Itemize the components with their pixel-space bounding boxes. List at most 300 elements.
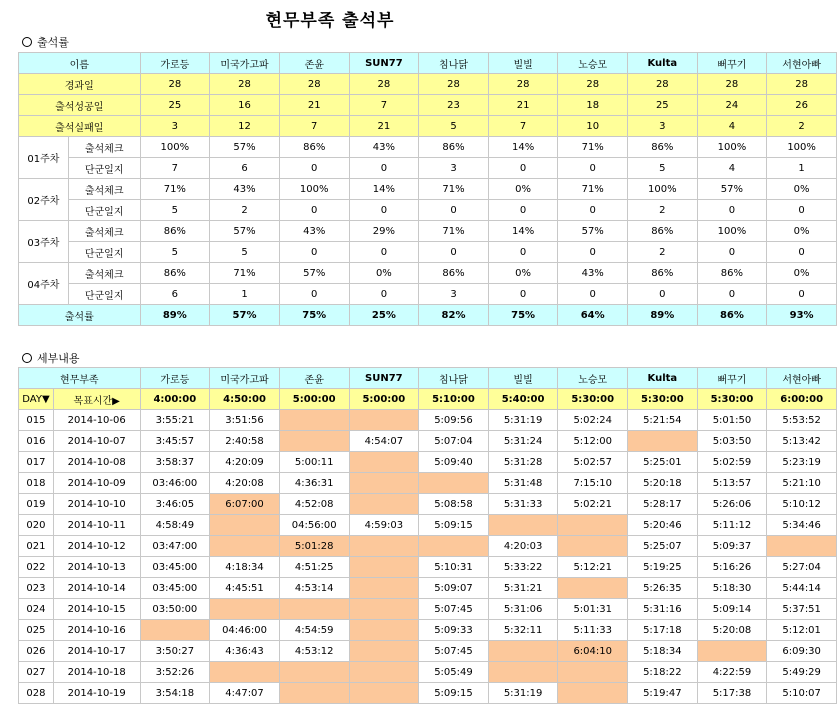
time-cell: 5:10:12: [767, 494, 837, 515]
time-cell: 5:53:52: [767, 410, 837, 431]
time-cell: 03:47:00: [140, 536, 210, 557]
time-cell: 4:54:59: [279, 620, 349, 641]
day-row: [19, 641, 837, 662]
check-value: 71%: [419, 179, 489, 200]
diary-value: 4: [697, 158, 767, 179]
day-date: 2014-10-19: [53, 683, 140, 704]
time-cell: 5:32:11: [488, 620, 558, 641]
summary-row: [19, 305, 837, 326]
check-value: 71%: [419, 221, 489, 242]
day-number: 018: [19, 473, 54, 494]
day-date: 2014-10-10: [53, 494, 140, 515]
target-time: 4:50:00: [210, 389, 280, 410]
time-cell: 3:55:21: [140, 410, 210, 431]
diary-value: 5: [628, 158, 698, 179]
missed-cell: [558, 662, 628, 683]
time-cell: 5:31:16: [628, 599, 698, 620]
time-cell: 3:58:37: [140, 452, 210, 473]
summary-value: 75%: [279, 305, 349, 326]
day-number: 020: [19, 515, 54, 536]
diary-value: 5: [210, 242, 280, 263]
week-check-row: [19, 137, 837, 158]
summary-value: 82%: [419, 305, 489, 326]
missed-cell: [349, 620, 419, 641]
missed-cell: [279, 662, 349, 683]
time-cell: 5:20:18: [628, 473, 698, 494]
diary-value: 0: [697, 200, 767, 221]
day-row: [19, 578, 837, 599]
member-name: 존윤: [279, 53, 349, 74]
day-row: [19, 452, 837, 473]
missed-cell: [349, 473, 419, 494]
time-cell: 5:07:04: [419, 431, 489, 452]
check-label: 출석체크: [68, 137, 140, 158]
week-label: 01주차: [19, 137, 69, 179]
time-cell: 5:07:45: [419, 599, 489, 620]
time-cell: 5:03:50: [697, 431, 767, 452]
time-cell: 5:12:01: [767, 620, 837, 641]
stat-value: 28: [279, 74, 349, 95]
day-number: 015: [19, 410, 54, 431]
check-value: 86%: [697, 263, 767, 284]
stat-value: 18: [558, 95, 628, 116]
time-cell: 4:53:12: [279, 641, 349, 662]
time-cell: 5:12:21: [558, 557, 628, 578]
diary-value: 0: [349, 200, 419, 221]
time-cell: 5:17:38: [697, 683, 767, 704]
diary-value: 0: [558, 200, 628, 221]
week-label: 04주차: [19, 263, 69, 305]
diary-label: 단군일지: [68, 158, 140, 179]
diary-value: 0: [279, 200, 349, 221]
time-cell: 4:18:34: [210, 557, 280, 578]
member-name: 뻐꾸기: [697, 53, 767, 74]
circle-icon: [22, 353, 32, 363]
stat-value: 10: [558, 116, 628, 137]
section-attendance-rate: [22, 34, 69, 50]
stat-value: 4: [697, 116, 767, 137]
missed-cell: [488, 641, 558, 662]
check-value: 14%: [488, 137, 558, 158]
time-cell: 5:31:48: [488, 473, 558, 494]
check-value: 71%: [558, 137, 628, 158]
stat-value: 28: [210, 74, 280, 95]
page-title: 현무부족 출석부: [265, 11, 395, 31]
check-value: 86%: [140, 263, 210, 284]
stat-value: 7: [279, 116, 349, 137]
diary-value: 0: [419, 200, 489, 221]
name-header: 이름: [19, 53, 141, 74]
check-value: 57%: [279, 263, 349, 284]
day-number: 027: [19, 662, 54, 683]
target-time: 5:40:00: [488, 389, 558, 410]
target-time: 6:00:00: [767, 389, 837, 410]
check-value: 43%: [558, 263, 628, 284]
stat-label: 출석실패일: [19, 116, 141, 137]
check-value: 86%: [279, 137, 349, 158]
missed-cell: [210, 536, 280, 557]
stat-value: 3: [628, 116, 698, 137]
time-cell: 7:15:10: [558, 473, 628, 494]
stat-row: [19, 116, 837, 137]
time-cell: 5:31:06: [488, 599, 558, 620]
member-name: 뻐꾸기: [697, 368, 767, 389]
time-cell: 5:31:19: [488, 410, 558, 431]
check-value: 71%: [210, 263, 280, 284]
section-label: 출석률: [37, 36, 69, 49]
time-cell: 5:17:18: [628, 620, 698, 641]
day-number: 021: [19, 536, 54, 557]
missed-cell: [419, 536, 489, 557]
time-cell: 4:58:49: [140, 515, 210, 536]
stat-value: 24: [697, 95, 767, 116]
check-value: 57%: [558, 221, 628, 242]
summary-value: 86%: [697, 305, 767, 326]
diary-value: 0: [558, 158, 628, 179]
section-label: 세부내용: [37, 352, 80, 365]
day-row: [19, 599, 837, 620]
week-diary-row: [19, 158, 837, 179]
missed-cell: [349, 683, 419, 704]
time-cell: 5:10:31: [419, 557, 489, 578]
member-name: 미국가고파: [210, 53, 280, 74]
member-name: 노승모: [558, 53, 628, 74]
check-value: 29%: [349, 221, 419, 242]
diary-label: 단군일지: [68, 200, 140, 221]
stat-label: 출석성공일: [19, 95, 141, 116]
member-name: 침나닭: [419, 53, 489, 74]
day-row: [19, 494, 837, 515]
member-name: SUN77: [349, 53, 419, 74]
check-value: 71%: [558, 179, 628, 200]
time-cell: 5:02:24: [558, 410, 628, 431]
diary-label: 단군일지: [68, 242, 140, 263]
diary-value: 1: [767, 158, 837, 179]
diary-value: 0: [279, 242, 349, 263]
diary-value: 0: [349, 242, 419, 263]
diary-value: 3: [419, 284, 489, 305]
day-number: 024: [19, 599, 54, 620]
time-cell: 5:01:31: [558, 599, 628, 620]
diary-value: 0: [558, 242, 628, 263]
missed-cell: [349, 641, 419, 662]
check-value: 86%: [419, 137, 489, 158]
diary-value: 3: [419, 158, 489, 179]
stat-value: 28: [628, 74, 698, 95]
diary-value: 0: [488, 284, 558, 305]
check-value: 43%: [210, 179, 280, 200]
diary-value: 0: [279, 158, 349, 179]
attendance-table: [18, 52, 837, 326]
diary-value: 0: [279, 284, 349, 305]
check-value: 86%: [628, 221, 698, 242]
time-cell: 4:54:07: [349, 431, 419, 452]
circle-icon: [22, 37, 32, 47]
summary-value: 93%: [767, 305, 837, 326]
missed-cell: [210, 515, 280, 536]
stat-value: 28: [767, 74, 837, 95]
time-cell: 5:31:33: [488, 494, 558, 515]
time-cell: 4:53:14: [279, 578, 349, 599]
week-check-row: [19, 263, 837, 284]
time-cell: 5:08:58: [419, 494, 489, 515]
time-cell: 5:18:34: [628, 641, 698, 662]
time-cell: 5:01:50: [697, 410, 767, 431]
day-row: [19, 431, 837, 452]
day-number: 017: [19, 452, 54, 473]
missed-cell: [140, 620, 210, 641]
diary-value: 5: [140, 242, 210, 263]
time-cell: 03:50:00: [140, 599, 210, 620]
missed-cell: [558, 683, 628, 704]
stat-value: 25: [628, 95, 698, 116]
stat-value: 28: [140, 74, 210, 95]
stat-value: 21: [488, 95, 558, 116]
missed-cell: [349, 578, 419, 599]
day-number: 028: [19, 683, 54, 704]
day-row: [19, 620, 837, 641]
time-cell: 5:44:14: [767, 578, 837, 599]
time-cell: 4:47:07: [210, 683, 280, 704]
missed-cell: [279, 599, 349, 620]
day-date: 2014-10-13: [53, 557, 140, 578]
stat-value: 23: [419, 95, 489, 116]
day-date: 2014-10-18: [53, 662, 140, 683]
stat-value: 21: [349, 116, 419, 137]
check-value: 0%: [488, 179, 558, 200]
time-cell: 5:19:25: [628, 557, 698, 578]
time-cell: 5:25:01: [628, 452, 698, 473]
missed-cell: [488, 662, 558, 683]
diary-value: 2: [628, 200, 698, 221]
day-number: 022: [19, 557, 54, 578]
check-value: 0%: [488, 263, 558, 284]
day-date: 2014-10-15: [53, 599, 140, 620]
missed-cell: [349, 557, 419, 578]
time-cell: 5:31:19: [488, 683, 558, 704]
time-cell: 6:09:30: [767, 641, 837, 662]
diary-value: 0: [767, 284, 837, 305]
diary-value: 6: [140, 284, 210, 305]
time-cell: 4:22:59: [697, 662, 767, 683]
diary-value: 0: [558, 284, 628, 305]
time-cell: 5:11:12: [697, 515, 767, 536]
diary-label: 단군일지: [68, 284, 140, 305]
time-cell: 4:52:08: [279, 494, 349, 515]
week-label: 03주차: [19, 221, 69, 263]
time-cell: 5:31:21: [488, 578, 558, 599]
time-cell: 5:07:45: [419, 641, 489, 662]
time-cell: 5:02:59: [697, 452, 767, 473]
time-cell: 5:09:40: [419, 452, 489, 473]
day-label: DAY▼: [19, 389, 54, 410]
time-cell: 5:11:33: [558, 620, 628, 641]
time-cell: 03:45:00: [140, 578, 210, 599]
time-cell: 5:31:24: [488, 431, 558, 452]
missed-cell: [349, 452, 419, 473]
summary-value: 89%: [140, 305, 210, 326]
missed-cell: [279, 431, 349, 452]
missed-cell: [349, 494, 419, 515]
time-cell: 04:46:00: [210, 620, 280, 641]
target-row: [19, 389, 837, 410]
stat-value: 28: [488, 74, 558, 95]
check-value: 100%: [767, 137, 837, 158]
time-cell: 5:09:14: [697, 599, 767, 620]
time-cell: 5:25:07: [628, 536, 698, 557]
check-value: 43%: [349, 137, 419, 158]
missed-cell: [210, 599, 280, 620]
missed-cell: [279, 683, 349, 704]
missed-cell: [279, 410, 349, 431]
time-cell: 5:23:19: [767, 452, 837, 473]
check-value: 0%: [767, 221, 837, 242]
member-name: 노승모: [558, 368, 628, 389]
time-cell: 5:09:56: [419, 410, 489, 431]
check-value: 100%: [140, 137, 210, 158]
summary-value: 25%: [349, 305, 419, 326]
target-time: 5:00:00: [279, 389, 349, 410]
member-name: 빌빌: [488, 53, 558, 74]
member-name: 존윤: [279, 368, 349, 389]
stat-value: 16: [210, 95, 280, 116]
missed-cell: [349, 599, 419, 620]
diary-value: 5: [140, 200, 210, 221]
time-cell: 5:34:46: [767, 515, 837, 536]
diary-value: 6: [210, 158, 280, 179]
time-cell: 4:59:03: [349, 515, 419, 536]
time-cell: 5:19:47: [628, 683, 698, 704]
diary-value: 7: [140, 158, 210, 179]
missed-cell: [558, 578, 628, 599]
member-name: 가로등: [140, 368, 210, 389]
time-cell: 5:05:49: [419, 662, 489, 683]
check-value: 14%: [488, 221, 558, 242]
time-cell: 5:12:00: [558, 431, 628, 452]
target-time: 4:00:00: [140, 389, 210, 410]
day-number: 023: [19, 578, 54, 599]
stat-row: [19, 74, 837, 95]
member-name: 빌빌: [488, 368, 558, 389]
stat-value: 2: [767, 116, 837, 137]
stat-value: 7: [349, 95, 419, 116]
time-cell: 5:02:57: [558, 452, 628, 473]
time-cell: 04:56:00: [279, 515, 349, 536]
day-date: 2014-10-07: [53, 431, 140, 452]
missed-cell: [558, 536, 628, 557]
day-number: 026: [19, 641, 54, 662]
stat-value: 5: [419, 116, 489, 137]
day-date: 2014-10-12: [53, 536, 140, 557]
day-date: 2014-10-17: [53, 641, 140, 662]
time-cell: 5:33:22: [488, 557, 558, 578]
time-cell: 5:26:35: [628, 578, 698, 599]
check-value: 57%: [210, 221, 280, 242]
check-label: 출석체크: [68, 263, 140, 284]
check-label: 출석체크: [68, 221, 140, 242]
check-value: 100%: [628, 179, 698, 200]
diary-value: 0: [697, 242, 767, 263]
time-cell: 3:51:56: [210, 410, 280, 431]
diary-value: 0: [767, 242, 837, 263]
summary-value: 57%: [210, 305, 280, 326]
week-diary-row: [19, 200, 837, 221]
header-row: [19, 53, 837, 74]
time-cell: 5:16:26: [697, 557, 767, 578]
stat-value: 25: [140, 95, 210, 116]
time-cell: 4:36:31: [279, 473, 349, 494]
time-cell: 03:46:00: [140, 473, 210, 494]
week-diary-row: [19, 284, 837, 305]
missed-cell: [767, 536, 837, 557]
member-name: 서현아빠: [767, 53, 837, 74]
missed-cell: [419, 473, 489, 494]
team-label: 현무부족: [19, 368, 141, 389]
target-time: 5:30:00: [628, 389, 698, 410]
stat-value: 7: [488, 116, 558, 137]
missed-cell: [697, 641, 767, 662]
member-name: 미국가고파: [210, 368, 280, 389]
check-value: 57%: [210, 137, 280, 158]
summary-value: 89%: [628, 305, 698, 326]
diary-value: 0: [628, 284, 698, 305]
time-cell: 4:45:51: [210, 578, 280, 599]
member-name: Kulta: [628, 368, 698, 389]
stat-value: 21: [279, 95, 349, 116]
time-cell: 5:13:57: [697, 473, 767, 494]
time-cell: 5:28:17: [628, 494, 698, 515]
check-value: 57%: [697, 179, 767, 200]
day-row: [19, 683, 837, 704]
target-label: 목표시간▶: [53, 389, 140, 410]
time-cell: 5:31:28: [488, 452, 558, 473]
diary-value: 0: [349, 284, 419, 305]
diary-value: 0: [697, 284, 767, 305]
stat-value: 28: [558, 74, 628, 95]
check-value: 86%: [140, 221, 210, 242]
target-time: 5:00:00: [349, 389, 419, 410]
day-row: [19, 536, 837, 557]
day-date: 2014-10-14: [53, 578, 140, 599]
time-cell: 2:40:58: [210, 431, 280, 452]
day-number: 016: [19, 431, 54, 452]
member-name: 침나닭: [419, 368, 489, 389]
check-value: 100%: [697, 221, 767, 242]
time-cell: 5:09:15: [419, 515, 489, 536]
day-row: [19, 515, 837, 536]
time-cell: 3:46:05: [140, 494, 210, 515]
time-cell: 3:52:26: [140, 662, 210, 683]
time-cell: 5:00:11: [279, 452, 349, 473]
missed-cell: 6:07:00: [210, 494, 280, 515]
stat-row: [19, 95, 837, 116]
diary-value: 2: [210, 200, 280, 221]
check-value: 86%: [628, 137, 698, 158]
diary-value: 1: [210, 284, 280, 305]
diary-value: 0: [488, 158, 558, 179]
member-name: SUN77: [349, 368, 419, 389]
target-time: 5:30:00: [558, 389, 628, 410]
day-row: [19, 473, 837, 494]
detail-header-row: [19, 368, 837, 389]
time-cell: 5:49:29: [767, 662, 837, 683]
summary-value: 75%: [488, 305, 558, 326]
target-time: 5:10:00: [419, 389, 489, 410]
time-cell: 5:02:21: [558, 494, 628, 515]
week-label: 02주차: [19, 179, 69, 221]
time-cell: 5:21:54: [628, 410, 698, 431]
stat-value: 28: [419, 74, 489, 95]
